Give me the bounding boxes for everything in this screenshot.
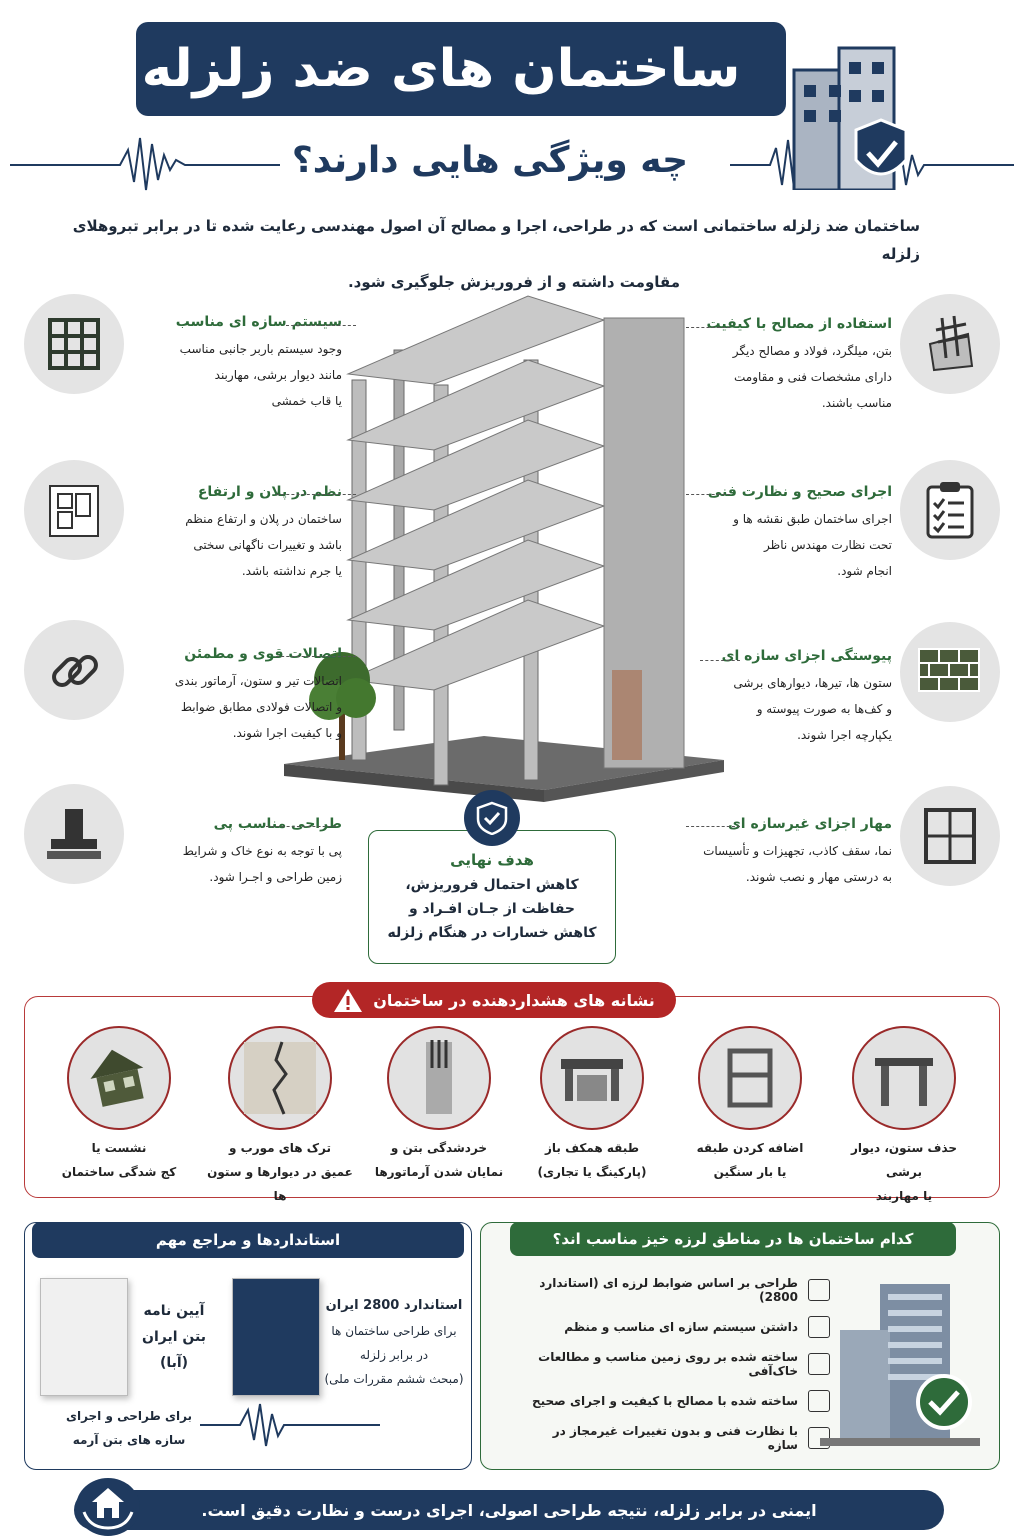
book-line: (آبا) <box>159 1355 189 1371</box>
warning-item <box>44 1026 194 1184</box>
goal-shield-icon <box>464 790 520 846</box>
feature-line: انجام شود. <box>837 564 892 578</box>
window-frame-icon <box>922 806 978 866</box>
seismograph-small <box>200 1400 380 1450</box>
tilted-house-icon <box>67 1026 171 1130</box>
warning-title-banner <box>312 982 676 1018</box>
suitable-item <box>520 1316 830 1338</box>
suitable-item <box>520 1350 830 1378</box>
warning-item <box>522 1026 662 1184</box>
foundation-icon <box>43 803 105 865</box>
suitable-list <box>520 1276 830 1452</box>
book-2800-info <box>324 1298 464 1391</box>
connector-line <box>276 656 356 657</box>
feature-right-4-icon-circle <box>900 786 1000 886</box>
feature-title: نظم در پلان و ارتفاع <box>197 484 342 500</box>
warning-line: یا مهاربند <box>875 1189 933 1203</box>
feature-foundation-design <box>122 816 342 890</box>
feature-title: اجرای صحیح و نظارت فنی <box>707 484 892 500</box>
feature-line: باشد و تغییرات ناگهانی سختی <box>193 538 342 552</box>
open-ground-floor-icon <box>540 1026 644 1130</box>
suitable-item-text: طراحی بر اساس ضوابط لرزه ای (استاندارد 2800) <box>539 1276 798 1304</box>
book-title: استاندارد 2800 ایران <box>325 1298 463 1313</box>
warning-item <box>680 1026 820 1184</box>
feature-line: یکپارچه اجرا شوند. <box>797 728 892 742</box>
chain-link-icon <box>44 640 104 700</box>
feature-line: ساختمان در پلان و ارتفاع منظم <box>185 512 342 526</box>
standards-title: استانداردها و مراجع مهم <box>32 1222 464 1258</box>
feature-line: و کف‌ها به صورت پیوسته و <box>756 702 892 716</box>
suitable-item <box>520 1390 830 1412</box>
subtitle: چه ویژگی هایی دارند؟ <box>291 140 689 181</box>
connector-line <box>266 826 336 827</box>
suitable-item-text: با نظارت فنی و بدون تغییرات غیرمجاز در سازه <box>552 1424 798 1452</box>
feature-left-2-icon-circle <box>24 460 124 560</box>
connector-line <box>686 494 730 495</box>
modern-building-image <box>820 1270 980 1450</box>
book-title: آیین نامه <box>143 1303 205 1319</box>
warning-line: خردشدگی بتن و <box>390 1141 488 1155</box>
feature-line: زمین طراحی و اجـرا شود. <box>209 870 342 884</box>
book-line: برای طراحی ساختمان ها <box>331 1324 457 1338</box>
feature-line: و با کیفیت اجرا شوند. <box>232 726 342 740</box>
feature-line: نما، سقف کاذب، تجهیزات و تأسیسات <box>703 844 892 858</box>
goal-line: حفاظت از جـان افـراد و <box>408 901 575 917</box>
warning-item <box>834 1026 974 1208</box>
book-line: بتن ایران <box>142 1329 206 1345</box>
warning-line: نمایان شدن آرماتورها <box>374 1165 504 1179</box>
feature-supervision <box>680 484 892 584</box>
suitable-item-text: ساخته شده با مصالح با کیفیت و اجرای صحیح <box>531 1394 798 1408</box>
home-hands-icon <box>76 1478 140 1536</box>
goal-title: هدف نهایی <box>450 851 534 869</box>
feature-line: تحت نظارت مهندس ناظر <box>764 538 892 552</box>
main-title: ساختمان های ضد زلزله <box>136 22 786 116</box>
warning-line: حذف ستون، دیوار برشی <box>850 1141 958 1179</box>
feature-left-1-icon-circle <box>24 294 124 394</box>
rebar-icon <box>920 314 980 374</box>
connector-line <box>686 327 730 328</box>
feature-structural-system <box>122 314 342 414</box>
feature-line: دارای مشخصات فنی و مقاومت <box>733 370 892 384</box>
book-line: در برابر زلزله <box>359 1348 429 1362</box>
feature-strong-connections <box>122 646 342 746</box>
grid-frame-icon <box>46 316 102 372</box>
book-desc-line: برای طراحی و اجرای <box>65 1409 193 1423</box>
feature-line: ستون ها، تیرها، دیوارهای برشی <box>733 676 892 690</box>
warning-triangle-icon <box>333 987 363 1013</box>
footer-banner <box>74 1490 944 1530</box>
blueprint-icon <box>44 480 104 540</box>
feature-regular-plan <box>122 484 342 584</box>
suitable-item <box>520 1424 830 1452</box>
warning-line: (پارکینگ یا تجاری) <box>537 1165 647 1179</box>
warning-item <box>200 1026 360 1208</box>
warning-line: یا بار سنگین <box>713 1165 787 1179</box>
feature-nonstructural <box>680 816 892 890</box>
intro-paragraph <box>40 212 920 296</box>
intro-line-2: مقاومت داشته و از فروریزش جلوگیری شود. <box>347 273 680 291</box>
feature-title: استفاده از مصالح با کیفیت <box>706 316 892 332</box>
warning-line: عمیق در دیوارها و ستون ها <box>207 1165 353 1203</box>
suitable-item <box>520 1276 830 1304</box>
feature-line: بتن، میلگرد، فولاد و مصالح دیگر <box>732 344 892 358</box>
goal-line: کاهش خسارات در هنگام زلزله <box>387 925 597 941</box>
feature-left-4-icon-circle <box>24 784 124 884</box>
book-aba-desc <box>44 1404 214 1452</box>
added-floor-icon <box>698 1026 802 1130</box>
crushed-concrete-icon <box>387 1026 491 1130</box>
warning-item <box>364 1026 514 1184</box>
feature-line: مانند دیوار برشی، مهاربند <box>214 368 342 382</box>
footer-text: ایمنی در برابر زلزله، نتیجه طراحی اصولی، اجرای درست و نظارت دقیق است. <box>201 1500 817 1520</box>
warning-line: نشست یا <box>91 1141 147 1155</box>
feature-left-3-icon-circle <box>24 620 124 720</box>
warning-line: اضافه کردن طبقه <box>696 1141 804 1155</box>
feature-title: طراحی مناسب پی <box>213 816 342 832</box>
warning-title: نشانه های هشداردهنده در ساختمان <box>373 990 655 1010</box>
feature-line: و اتصالات فولادی مطابق ضوابط <box>180 700 342 714</box>
feature-line: یا قاب خمشی <box>271 394 342 408</box>
connector-line <box>286 325 356 326</box>
book-line: (مبحث ششم مقررات ملی) <box>324 1372 464 1386</box>
feature-title: سیستم سازه ای مناسب <box>175 314 342 330</box>
brick-wall-icon <box>917 647 983 697</box>
connector-line <box>686 826 740 827</box>
feature-quality-materials <box>680 316 892 416</box>
feature-title: مهار اجزای غیرسازه ای <box>727 816 892 832</box>
connector-line <box>276 494 356 495</box>
cracked-wall-icon <box>228 1026 332 1130</box>
feature-title: اتصالات قوی و مطمئن <box>184 646 342 662</box>
building-skeleton-image <box>284 290 724 810</box>
connector-line <box>700 660 740 661</box>
book-aba-cover <box>40 1278 128 1396</box>
checklist-icon <box>922 479 978 541</box>
feature-line: اجرای ساختمان طبق نقشه ها و <box>733 512 892 526</box>
book-2800-cover <box>232 1278 320 1396</box>
feature-line: مناسب باشند. <box>821 396 892 410</box>
removed-column-icon <box>852 1026 956 1130</box>
intro-line-1: ساختمان ضد زلزله ساختمانی است که در طراحی، اجرا و مصالح آن اصول مهندسی رعایت شده تا در برابر تبروهلای زلزله <box>72 217 920 263</box>
warning-line: کج شدگی ساختمان <box>61 1165 177 1179</box>
book-desc-line: سازه های بتن آرمه <box>72 1433 186 1447</box>
goal-line: کاهش احتمال فروریزش، <box>405 877 579 893</box>
feature-line: پی با توجه به نوع خاک و شرایط <box>182 844 342 858</box>
feature-line: به درستی مهار و نصب شوند. <box>745 870 892 884</box>
feature-right-1-icon-circle <box>900 294 1000 394</box>
suitable-title: کدام ساختمان ها در مناطق لرزه خیز مناسب اند؟ <box>510 1222 956 1256</box>
suitable-item-text: داشتن سیستم سازه ای مناسب و منظم <box>564 1320 798 1334</box>
warning-line: ترک های مورب و <box>229 1141 331 1155</box>
book-aba-info <box>134 1298 214 1376</box>
feature-line: یا جرم نداشته باشد. <box>241 564 342 578</box>
goal-box <box>368 830 616 964</box>
feature-continuity <box>680 648 892 748</box>
warning-line: طبقه همکف باز <box>544 1141 640 1155</box>
feature-title: پیوستگی اجزای سازه ای <box>721 648 892 664</box>
feature-line: اتصالات تیر و ستون، آرماتور بندی <box>174 674 342 688</box>
building-shield-icon <box>784 40 914 190</box>
feature-right-2-icon-circle <box>900 460 1000 560</box>
suitable-item-text: ساخته شده بر روی زمین مناسب و مطالعات خاک‌آفی <box>538 1350 798 1378</box>
feature-line: وجود سیستم باربر جانبی مناسب <box>179 342 342 356</box>
feature-right-3-icon-circle <box>900 622 1000 722</box>
